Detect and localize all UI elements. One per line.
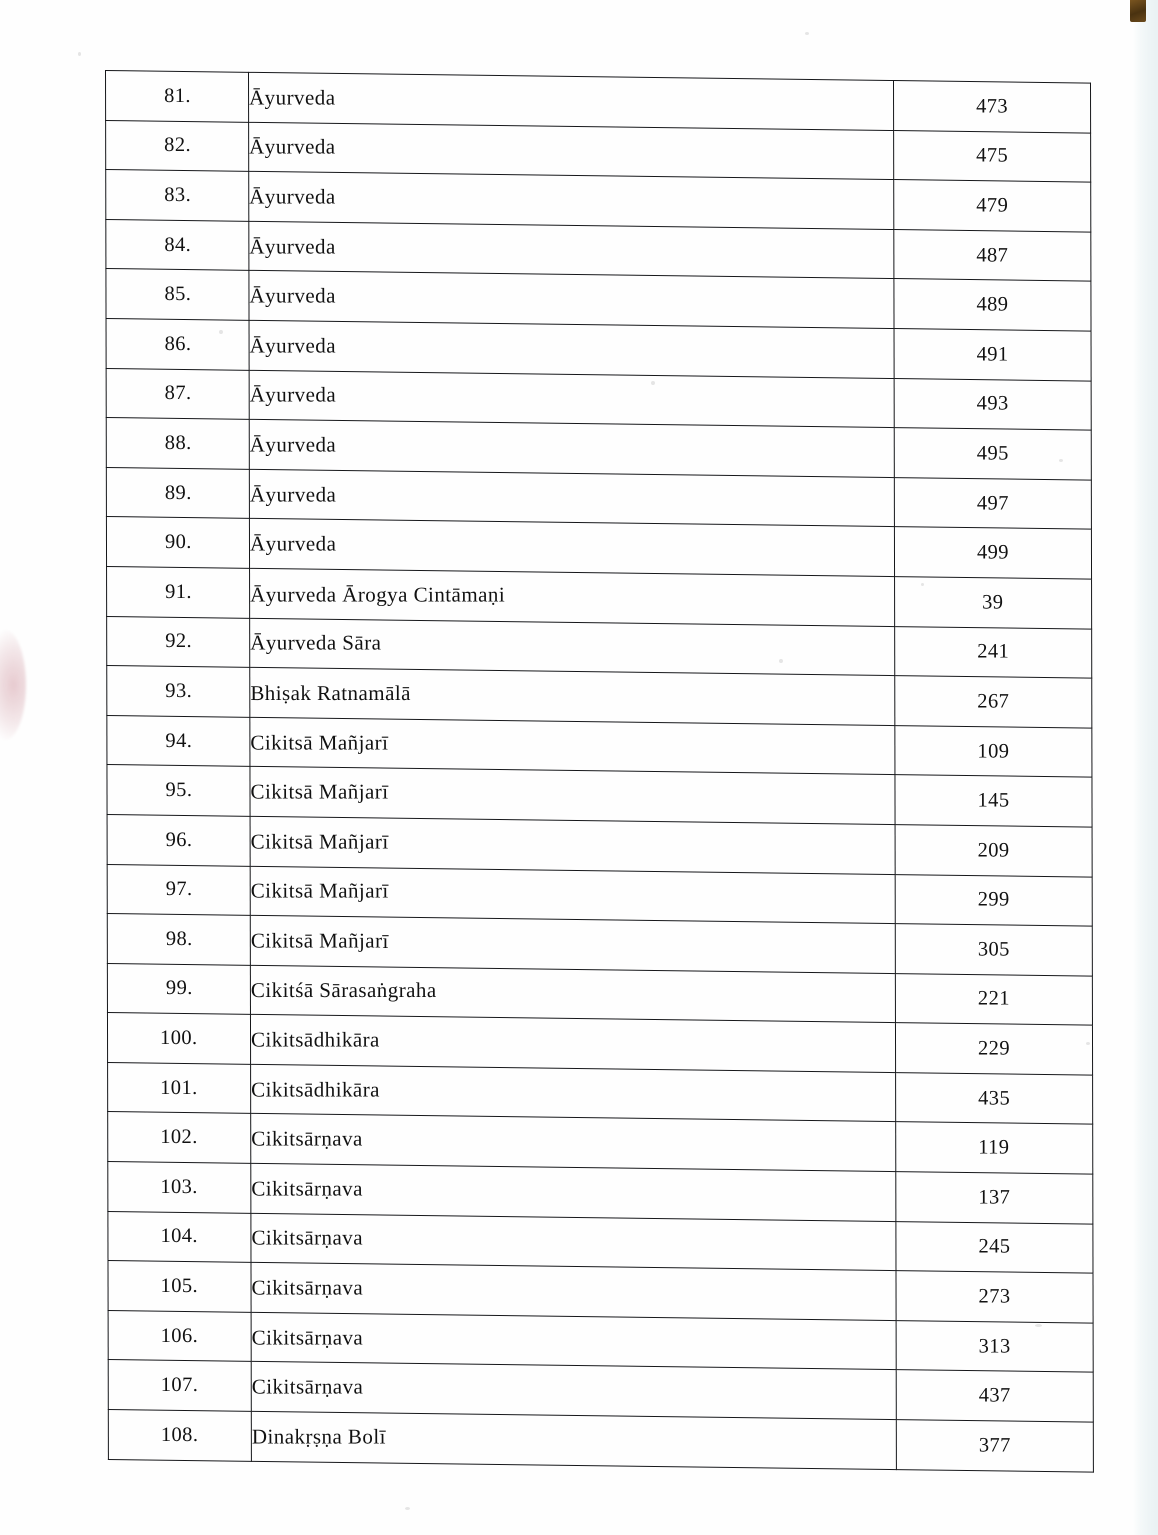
page-number-text: 137 <box>978 1186 1011 1209</box>
title-text: Cikitsārṇava <box>251 1126 363 1151</box>
title-text: Cikitsārṇava <box>251 1176 363 1201</box>
serial-number-text: 94. <box>164 729 192 752</box>
cell-page-number <box>896 1122 1093 1174</box>
cell-title <box>251 1263 896 1321</box>
serial-number-text: 84. <box>163 233 191 256</box>
serial-number-text: 88. <box>164 431 192 454</box>
cell-title <box>251 1362 896 1420</box>
cell-page-number <box>893 81 1090 133</box>
cell-title <box>251 1064 896 1122</box>
serial-number-text: 95. <box>165 779 192 802</box>
cell-serial-number <box>107 1013 250 1064</box>
cell-title <box>251 1163 896 1221</box>
serial-number-text: 91. <box>164 580 192 603</box>
page-number-text: 209 <box>977 839 1010 862</box>
title-text: Cikitsādhikāra <box>251 1077 380 1102</box>
cell-serial-number <box>106 517 249 568</box>
title-text: Cikitsā Mañjarī <box>250 879 389 904</box>
cell-title <box>250 568 895 626</box>
cell-page-number <box>896 1172 1093 1224</box>
cell-title <box>251 1411 896 1469</box>
title-text: Cikitśā Sārasaṅgraha <box>250 978 437 1003</box>
title-text: Āyurveda <box>249 481 337 506</box>
serial-number-text: 101. <box>160 1076 198 1099</box>
serial-number-text: 93. <box>164 679 192 702</box>
cell-page-number <box>896 1370 1093 1422</box>
cell-page-number <box>895 924 1092 976</box>
cell-page-number <box>894 329 1091 381</box>
cell-page-number <box>895 874 1092 926</box>
cell-title <box>249 370 894 428</box>
cell-serial-number <box>107 963 250 1014</box>
cell-serial-number <box>107 765 250 816</box>
title-text: Āyurveda Ārogya Cintāmaṇi <box>250 582 506 607</box>
cell-serial-number <box>107 715 250 766</box>
cell-page-number <box>895 626 1092 678</box>
cell-page-number <box>896 1271 1093 1323</box>
page-edge-shadow <box>1132 0 1158 1535</box>
page-number-text: 437 <box>978 1384 1011 1407</box>
cell-page-number <box>895 1023 1092 1075</box>
serial-number-text: 86. <box>164 332 192 355</box>
cell-serial-number <box>107 814 250 865</box>
serial-number-text: 89. <box>164 481 192 504</box>
page-number-text: 491 <box>976 343 1009 366</box>
cell-serial-number <box>106 120 249 171</box>
cell-page-number <box>894 527 1091 579</box>
cell-page-number <box>896 1221 1093 1273</box>
cell-serial-number <box>108 1211 251 1262</box>
page-number-text: 499 <box>976 541 1009 564</box>
serial-number-text: 106. <box>160 1324 199 1347</box>
cell-title <box>251 1312 896 1370</box>
cell-title <box>249 469 894 527</box>
manuscript-index-table <box>105 70 1094 1472</box>
cell-page-number <box>895 676 1092 728</box>
title-text: Bhiṣak Ratnamālā <box>250 680 411 705</box>
cell-serial-number <box>106 368 249 419</box>
cell-page-number <box>895 775 1092 827</box>
cell-serial-number <box>107 616 250 667</box>
cell-title <box>249 72 894 130</box>
scan-speck <box>78 52 81 56</box>
page-number-text: 377 <box>978 1434 1011 1457</box>
cell-page-number <box>894 378 1091 430</box>
cell-serial-number <box>106 318 249 369</box>
page-number-text: 221 <box>977 987 1010 1010</box>
serial-number-text: 100. <box>160 1027 198 1050</box>
cell-title <box>249 419 894 477</box>
cell-page-number <box>894 180 1091 232</box>
cell-title <box>250 667 895 725</box>
cell-page-number <box>894 428 1091 480</box>
cell-page-number <box>895 973 1092 1025</box>
cell-page-number <box>894 477 1091 529</box>
title-text: Cikitsā Mañjarī <box>250 829 389 854</box>
title-text: Āyurveda <box>249 333 337 358</box>
cell-serial-number <box>107 566 250 617</box>
page-number-text: 109 <box>977 739 1010 762</box>
title-text: Āyurveda <box>249 432 337 457</box>
cell-title <box>249 320 894 378</box>
cell-serial-number <box>108 1261 251 1312</box>
cell-title <box>249 172 894 230</box>
page-number-text: 493 <box>976 392 1009 415</box>
left-edge-stain <box>0 630 26 740</box>
title-text: Āyurveda <box>249 283 336 308</box>
page-number-text: 245 <box>978 1235 1011 1258</box>
serial-number-text: 103. <box>160 1175 199 1198</box>
cell-page-number <box>894 229 1091 281</box>
cell-serial-number <box>106 219 249 270</box>
table-body <box>106 71 1094 1472</box>
page-number-text: 39 <box>982 591 1004 614</box>
page-number-text: 145 <box>977 789 1010 812</box>
cell-title <box>249 271 894 329</box>
cell-page-number <box>896 1420 1093 1472</box>
cell-title <box>251 1213 896 1271</box>
title-text: Cikitsā Mañjarī <box>250 779 389 804</box>
cell-serial-number <box>106 418 249 469</box>
cell-serial-number <box>108 1162 251 1213</box>
serial-number-text: 90. <box>164 531 192 554</box>
cell-serial-number <box>108 1112 251 1163</box>
title-text: Āyurveda <box>249 382 337 407</box>
serial-number-text: 87. <box>164 382 192 405</box>
title-text: Cikitsārṇava <box>251 1374 364 1399</box>
scan-speck <box>805 32 809 35</box>
page-number-text: 119 <box>978 1136 1010 1159</box>
page-number-text: 473 <box>976 95 1009 118</box>
cell-title <box>250 915 895 973</box>
serial-number-text: 104. <box>160 1225 199 1248</box>
title-text: Dinakṛṣṇa Bolī <box>251 1424 386 1449</box>
serial-number-text: 92. <box>164 630 192 653</box>
cell-serial-number <box>108 1310 251 1361</box>
serial-number-text: 97. <box>165 878 193 901</box>
title-text: Āyurveda <box>249 184 336 209</box>
serial-number-text: 96. <box>165 828 193 851</box>
title-text: Cikitsā Mañjarī <box>250 928 389 953</box>
page-number-text: 273 <box>978 1285 1011 1308</box>
page-number-text: 489 <box>976 293 1009 316</box>
page-number-text: 241 <box>977 640 1010 663</box>
title-text: Āyurveda <box>249 134 336 159</box>
page-number-text: 229 <box>978 1037 1011 1060</box>
cell-serial-number <box>106 71 249 122</box>
page-number-text: 313 <box>978 1334 1011 1357</box>
title-text: Cikitsādhikāra <box>251 1027 380 1052</box>
title-text: Āyurveda Sāra <box>250 631 382 656</box>
cell-title <box>249 122 894 180</box>
index-table-container <box>105 70 1093 1472</box>
title-text: Cikitsārṇava <box>251 1325 364 1350</box>
title-text: Cikitsā Mañjarī <box>250 730 389 755</box>
serial-number-text: 83. <box>163 183 191 206</box>
page-number-text: 267 <box>977 690 1010 713</box>
page-number-text: 475 <box>976 144 1009 167</box>
cell-title <box>250 1015 895 1073</box>
cell-title <box>250 965 895 1023</box>
cell-title <box>250 866 895 924</box>
title-text: Āyurveda <box>249 531 337 556</box>
cell-page-number <box>896 1072 1093 1124</box>
serial-number-text: 105. <box>160 1274 199 1298</box>
cell-page-number <box>895 725 1092 777</box>
page-number-text: 479 <box>976 194 1009 217</box>
cell-serial-number <box>106 170 249 221</box>
title-text: Cikitsārṇava <box>251 1226 364 1251</box>
cell-serial-number <box>108 1062 251 1113</box>
serial-number-text: 99. <box>165 977 193 1000</box>
title-text: Āyurveda <box>249 85 336 110</box>
cell-title <box>250 717 895 775</box>
serial-number-text: 107. <box>160 1374 199 1397</box>
serial-number-text: 82. <box>163 134 191 157</box>
cell-page-number <box>894 279 1091 331</box>
cell-title <box>249 221 894 279</box>
serial-number-text: 98. <box>165 927 193 950</box>
cell-title <box>249 519 894 577</box>
cell-serial-number <box>106 269 249 320</box>
cell-serial-number <box>107 914 250 965</box>
cell-page-number <box>896 1320 1093 1372</box>
cell-serial-number <box>107 666 250 717</box>
page-number-text: 497 <box>976 491 1009 514</box>
serial-number-text: 108. <box>161 1423 199 1446</box>
title-text: Cikitsārṇava <box>251 1275 364 1300</box>
cell-serial-number <box>108 1360 251 1411</box>
cell-serial-number <box>107 864 250 915</box>
cell-page-number <box>894 130 1091 182</box>
page-number-text: 487 <box>976 243 1009 266</box>
page-number-text: 495 <box>976 442 1009 465</box>
title-text: Āyurveda <box>249 233 336 258</box>
cell-page-number <box>895 576 1092 628</box>
scan-speck <box>405 1507 410 1510</box>
serial-number-text: 102. <box>160 1126 198 1149</box>
serial-number-text: 85. <box>164 283 191 306</box>
page-number-text: 299 <box>977 888 1010 911</box>
page-number-text: 305 <box>977 938 1010 961</box>
cell-serial-number <box>106 467 249 518</box>
cell-title <box>250 767 895 825</box>
cell-page-number <box>895 824 1092 876</box>
cell-serial-number <box>108 1410 251 1461</box>
corner-artifact-mark <box>1130 0 1146 22</box>
cell-title <box>250 816 895 874</box>
cell-title <box>250 618 895 676</box>
cell-title <box>251 1114 896 1172</box>
serial-number-text: 81. <box>163 84 191 107</box>
page-number-text: 435 <box>978 1087 1011 1110</box>
